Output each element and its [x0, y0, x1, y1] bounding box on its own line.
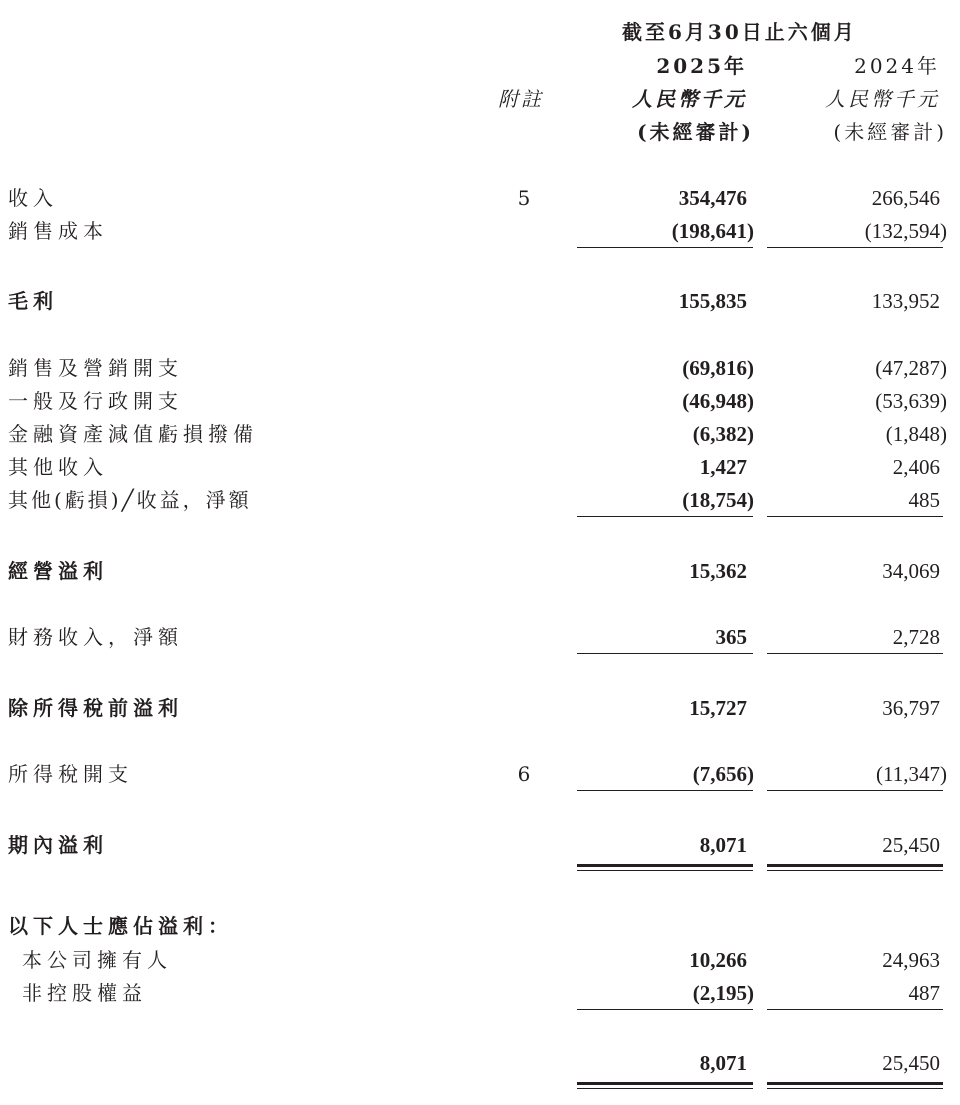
value-2024-admin-expenses: (53,639): [875, 389, 947, 413]
value-2025-profit-for-period: 8,071: [699, 833, 747, 857]
subtotal-rule: [577, 1009, 753, 1010]
row-note-income-tax: 6: [517, 762, 531, 786]
row-label-impairment: 金融資產減值虧損撥備: [8, 422, 258, 446]
total-double-rule: [767, 1082, 943, 1089]
subtotal-rule: [767, 516, 943, 517]
col-2024-audit: (未經審計): [833, 120, 947, 144]
col-2025-year: 2025年: [656, 54, 747, 78]
row-note-revenue: 5: [517, 186, 531, 210]
total-double-rule: [577, 1082, 753, 1089]
value-2024-revenue: 266,546: [871, 186, 940, 210]
row-label-gross-profit: 毛利: [8, 289, 58, 313]
col-2024-year: 2024年: [854, 54, 940, 78]
value-2025-selling-expenses: (69,816): [682, 356, 754, 380]
value-2024-owners: 24,963: [882, 948, 940, 972]
value-2025-owners: 10,266: [689, 948, 747, 972]
col-2024-currency: 人民幣千元: [825, 87, 940, 111]
value-2025-admin-expenses: (46,948): [682, 389, 754, 413]
period-heading: 截至6月30日止六個月: [622, 20, 857, 44]
row-label-non-controlling: 非控股權益: [22, 981, 147, 1005]
total-double-rule: [577, 864, 753, 871]
value-2024-income-tax: (11,347): [876, 762, 947, 786]
row-label-operating-profit: 經營溢利: [8, 559, 108, 583]
subtotal-rule: [577, 247, 753, 248]
row-label-cost-of-sales: 銷售成本: [8, 219, 108, 243]
row-label-finance-income: 財務收入，淨額: [8, 625, 183, 649]
row-label-attributable-heading: 以下人士應佔溢利：: [8, 914, 233, 938]
value-2024-impairment: (1,848): [885, 422, 947, 446]
col-2025-currency: 人民幣千元: [632, 87, 747, 111]
value-2024-gross-profit: 133,952: [871, 289, 940, 313]
row-label-selling-expenses: 銷售及營銷開支: [8, 356, 183, 380]
value-2024-operating-profit: 34,069: [882, 559, 940, 583]
value-2025-operating-profit: 15,362: [689, 559, 747, 583]
value-2025-total: 8,071: [699, 1051, 747, 1075]
value-2025-finance-income: 365: [715, 625, 747, 649]
row-label-profit-for-period: 期內溢利: [8, 833, 108, 857]
value-2025-impairment: (6,382): [692, 422, 754, 446]
total-double-rule: [767, 864, 943, 871]
note-heading: 附註: [498, 87, 544, 111]
col-2025-audit: (未經審計): [637, 120, 754, 144]
value-2024-profit-before-tax: 36,797: [882, 696, 940, 720]
value-2024-other-income: 2,406: [892, 455, 940, 479]
value-2024-cost-of-sales: (132,594): [864, 219, 947, 243]
row-label-owners: 本公司擁有人: [22, 948, 172, 972]
row-label-admin-expenses: 一般及行政開支: [8, 389, 183, 413]
value-2025-non-controlling: (2,195): [692, 981, 754, 1005]
value-2024-total: 25,450: [882, 1051, 940, 1075]
value-2025-income-tax: (7,656): [692, 762, 754, 786]
value-2025-profit-before-tax: 15,727: [689, 696, 747, 720]
row-label-other-income: 其他收入: [8, 455, 108, 479]
subtotal-rule: [767, 1009, 943, 1010]
value-2024-selling-expenses: (47,287): [875, 356, 947, 380]
row-label-profit-before-tax: 除所得稅前溢利: [8, 696, 183, 720]
value-2025-revenue: 354,476: [678, 186, 747, 210]
subtotal-rule: [767, 247, 943, 248]
subtotal-rule: [577, 790, 753, 791]
subtotal-rule: [577, 516, 753, 517]
value-2024-finance-income: 2,728: [892, 625, 940, 649]
subtotal-rule: [767, 653, 943, 654]
value-2025-gross-profit: 155,835: [678, 289, 747, 313]
value-2025-other-gains: (18,754): [682, 488, 754, 512]
value-2024-non-controlling: 487: [908, 981, 940, 1005]
subtotal-rule: [577, 653, 753, 654]
value-2024-other-gains: 485: [908, 488, 940, 512]
value-2024-profit-for-period: 25,450: [882, 833, 940, 857]
row-label-income-tax: 所得稅開支: [8, 762, 133, 786]
row-label-other-gains: 其他(虧損)╱收益，淨額: [8, 488, 252, 512]
row-label-revenue: 收入: [8, 186, 58, 210]
value-2025-other-income: 1,427: [699, 455, 747, 479]
value-2025-cost-of-sales: (198,641): [671, 219, 754, 243]
subtotal-rule: [767, 790, 943, 791]
